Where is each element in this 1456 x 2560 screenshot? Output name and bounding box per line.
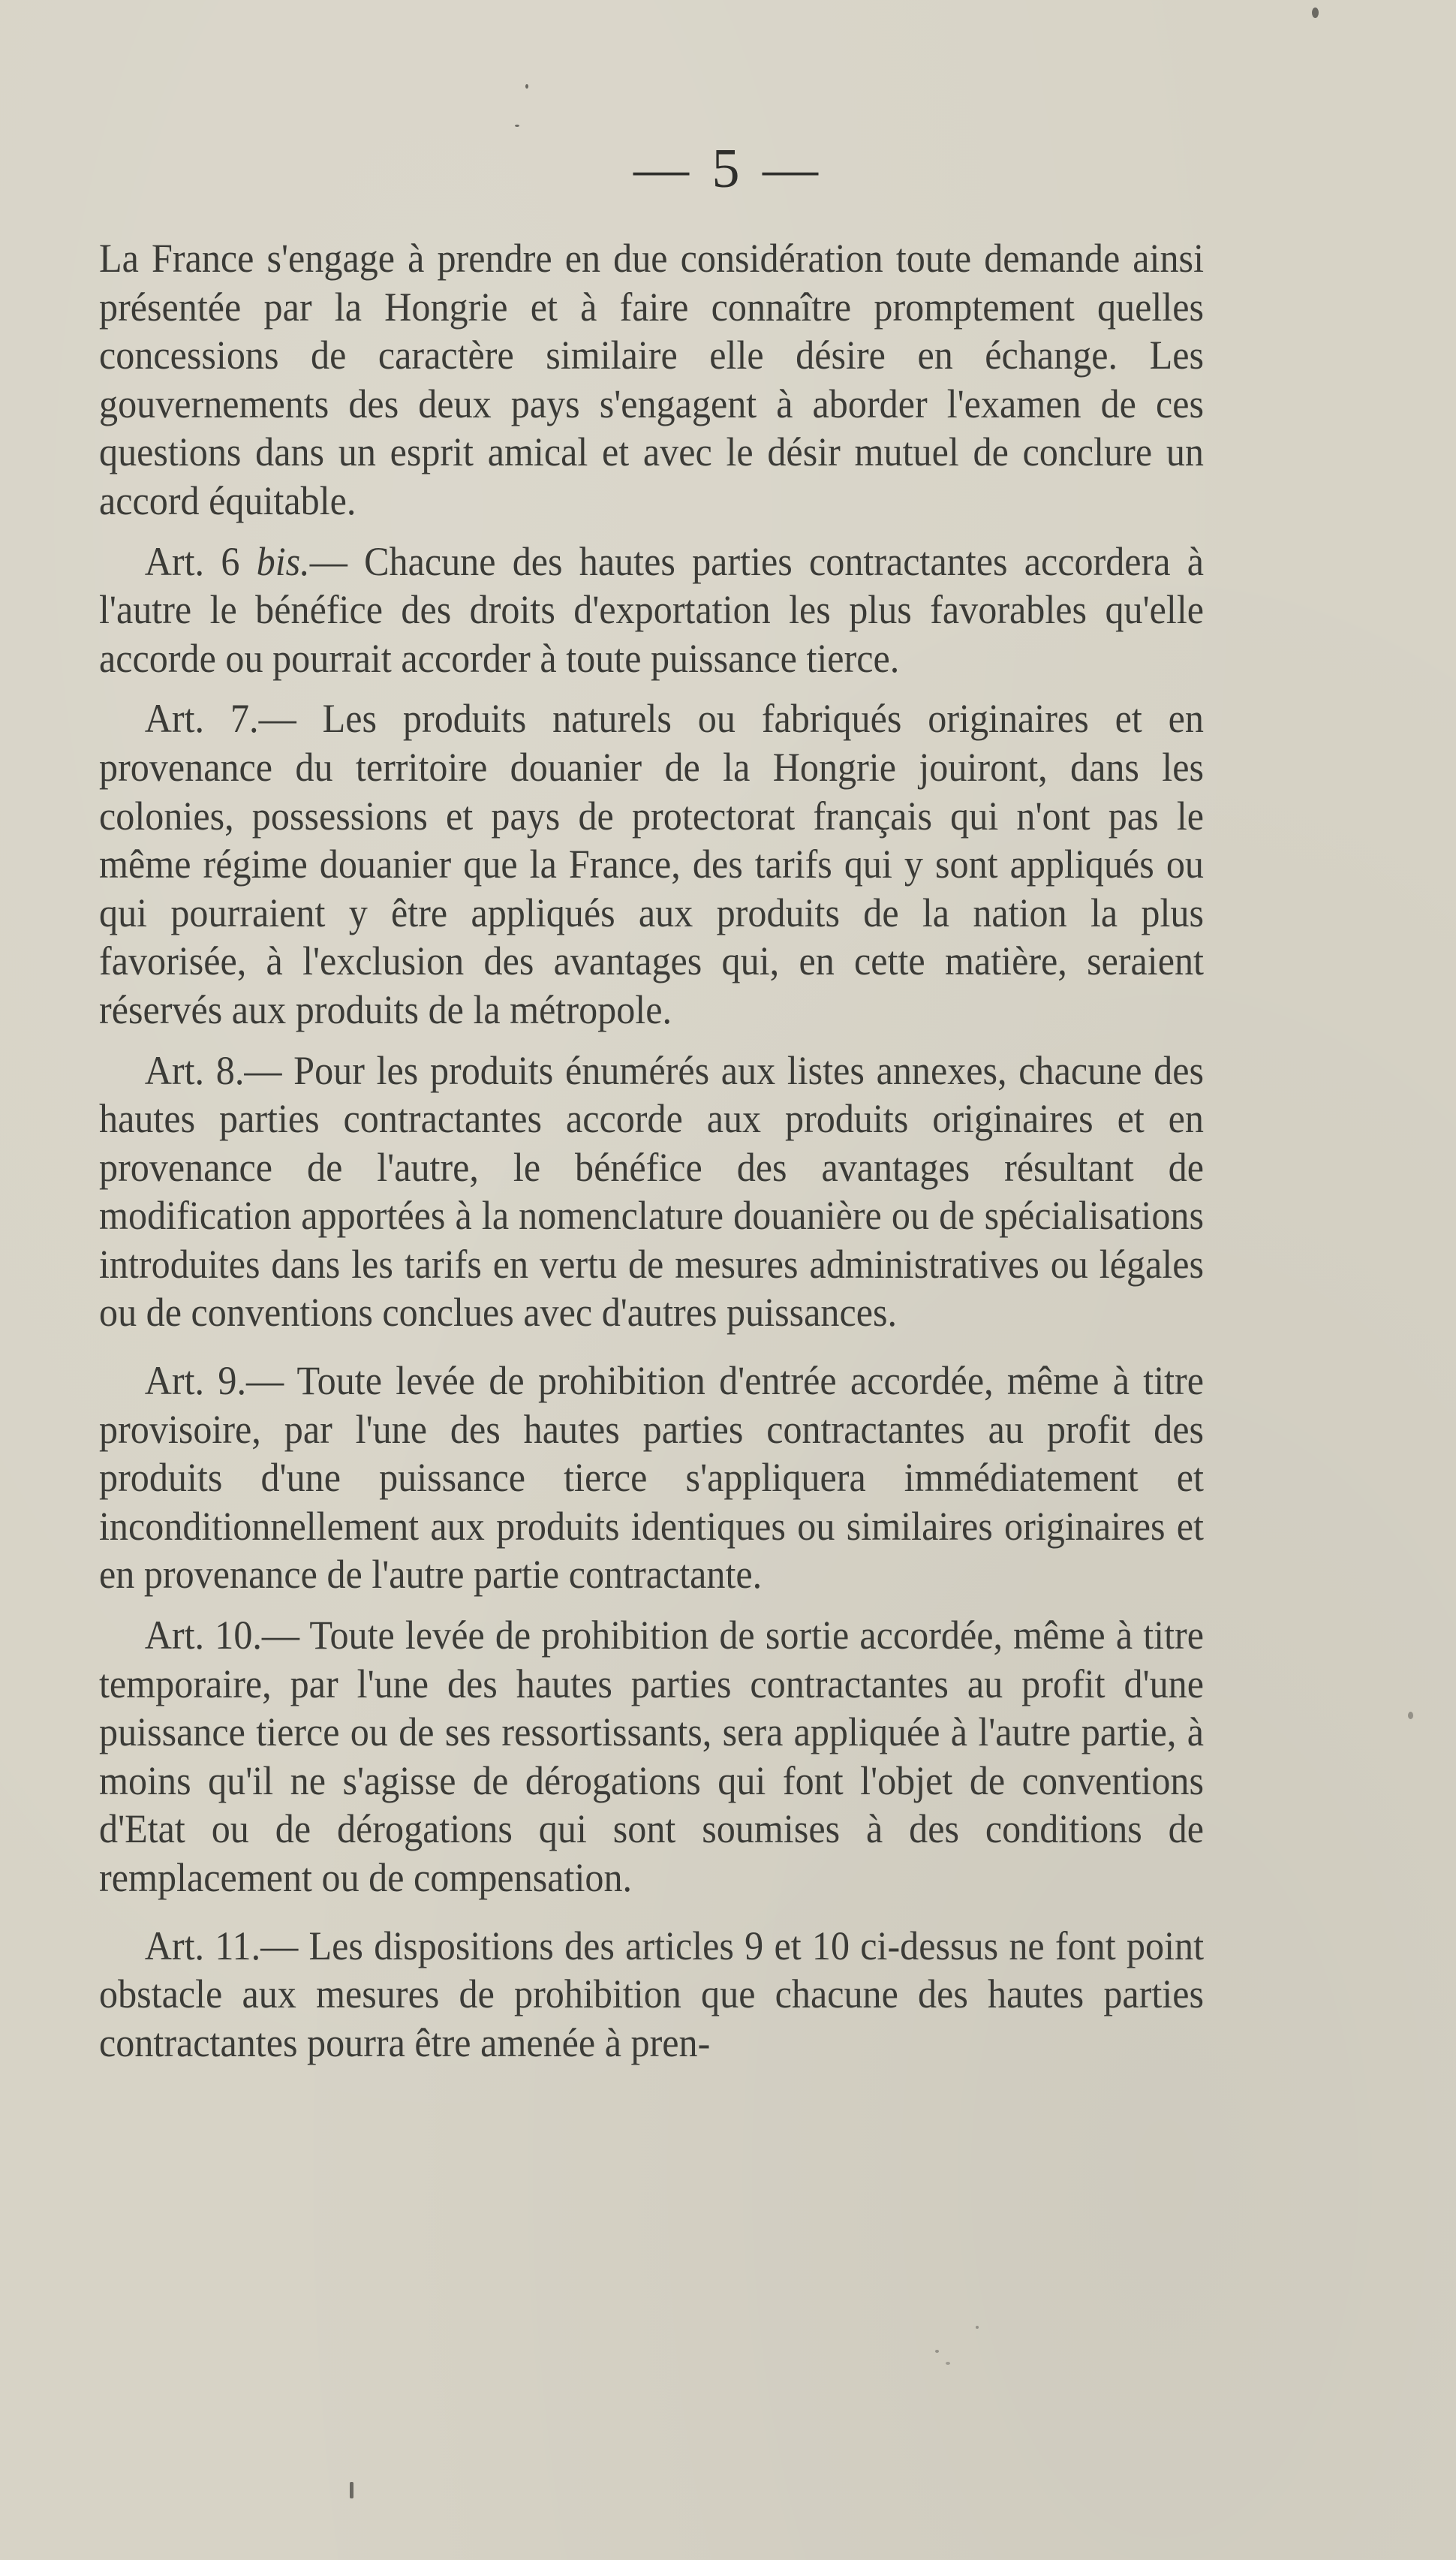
ink-speck [935, 2350, 939, 2353]
article-6-bis [99, 538, 1204, 683]
article-11-label: Art. 11. [144, 1922, 261, 1968]
article-10-label: Art. 10. [144, 1612, 262, 1658]
article-7 [99, 694, 1204, 1034]
article-6-bis-label: Art. 6 [144, 538, 240, 584]
ink-speck [515, 125, 519, 127]
ink-speck [946, 2362, 950, 2365]
ink-speck [525, 84, 528, 89]
article-8-label: Art. 8. [144, 1047, 245, 1093]
article-7-text: — Les produits naturels ou fabriqués originaires et en provenance du territoire douanier de la Hongrie jouiront, dans les colonies, possessions et pays de protectorat français qui n'ont pas le même régime douanier que la France, des tarifs qui y sont appliqués ou qui pourraient y être appliqués aux produits de la nation la plus favorisée, à l'exclusion des avantages qui, en cette matière, seraient réservés aux produits de la métropole. [99, 695, 1205, 1032]
paragraph-intro [99, 234, 1204, 526]
article-6-bis-text: — Chacune des hautes parties contractantes accordera à l'autre le bénéfice des droits d'exportation les plus favorables qu'elle accorde ou pourrait accorder à toute puissance tierce. [99, 538, 1205, 681]
article-7-label: Art. 7. [144, 695, 259, 742]
ink-speck [350, 2482, 353, 2498]
ink-speck [976, 2326, 979, 2329]
paragraph-intro-text: La France s'engage à prendre en due considération toute demande ainsi présentée par la Hongrie et à faire connaître promptement quelles concessions de caractère similaire elle désire en échange. Les gouvernements des deux pays s'engagent à aborder l'examen de ces questions dans un esprit amical et avec le désir mutuel de conclure un accord équitable. [99, 235, 1204, 523]
ink-speck [1408, 1712, 1413, 1719]
article-8-text: — Pour les produits énumérés aux listes annexes, chacune des hautes parties contractantes accorde aux produits originaires et en provenance de l'autre, le bénéfice des avantages résultant de modification apportées à la nomenclature douanière ou de spécialisations introduites dans les tarifs en vertu de mesures administratives ou légales ou de conventions conclues avec d'autres puissances. [99, 1047, 1204, 1336]
article-9 [99, 1357, 1204, 1599]
article-8 [99, 1047, 1204, 1338]
document-body [99, 234, 1204, 2067]
article-9-label: Art. 9. [144, 1357, 247, 1404]
article-11 [99, 1922, 1204, 2068]
ink-speck [1312, 8, 1319, 18]
article-6-bis-label-italic: bis. [256, 538, 310, 584]
article-10-text: — Toute levée de prohibition de sortie accordée, même à titre temporaire, par l'une des hautes parties contractantes au profit d'une puissance tierce ou de ses ressortissants, sera appliquée à l'autre partie, à moins qu'il ne s'agisse de dérogations qui font l'objet de conventions d'Etat ou de dérogations qui sont soumises à des conditions de remplacement ou de compensation. [99, 1612, 1205, 1900]
article-9-text: — Toute levée de prohibition d'entrée accordée, même à titre provisoire, par l'une des hautes parties contractantes au profit des produits d'une puissance tierce s'appliquera immédiatement et inconditionnellement aux produits identiques ou similaires originaires et en provenance de l'autre partie contractante. [99, 1357, 1205, 1598]
article-11-text: — Les dispositions des articles 9 et 10 ci-dessus ne font point obstacle aux mesures de prohibition que chacune des hautes parties contractantes pourra être amenée à pren- [99, 1922, 1204, 2065]
page-number: — 5 — [633, 138, 823, 200]
article-10 [99, 1611, 1204, 1902]
